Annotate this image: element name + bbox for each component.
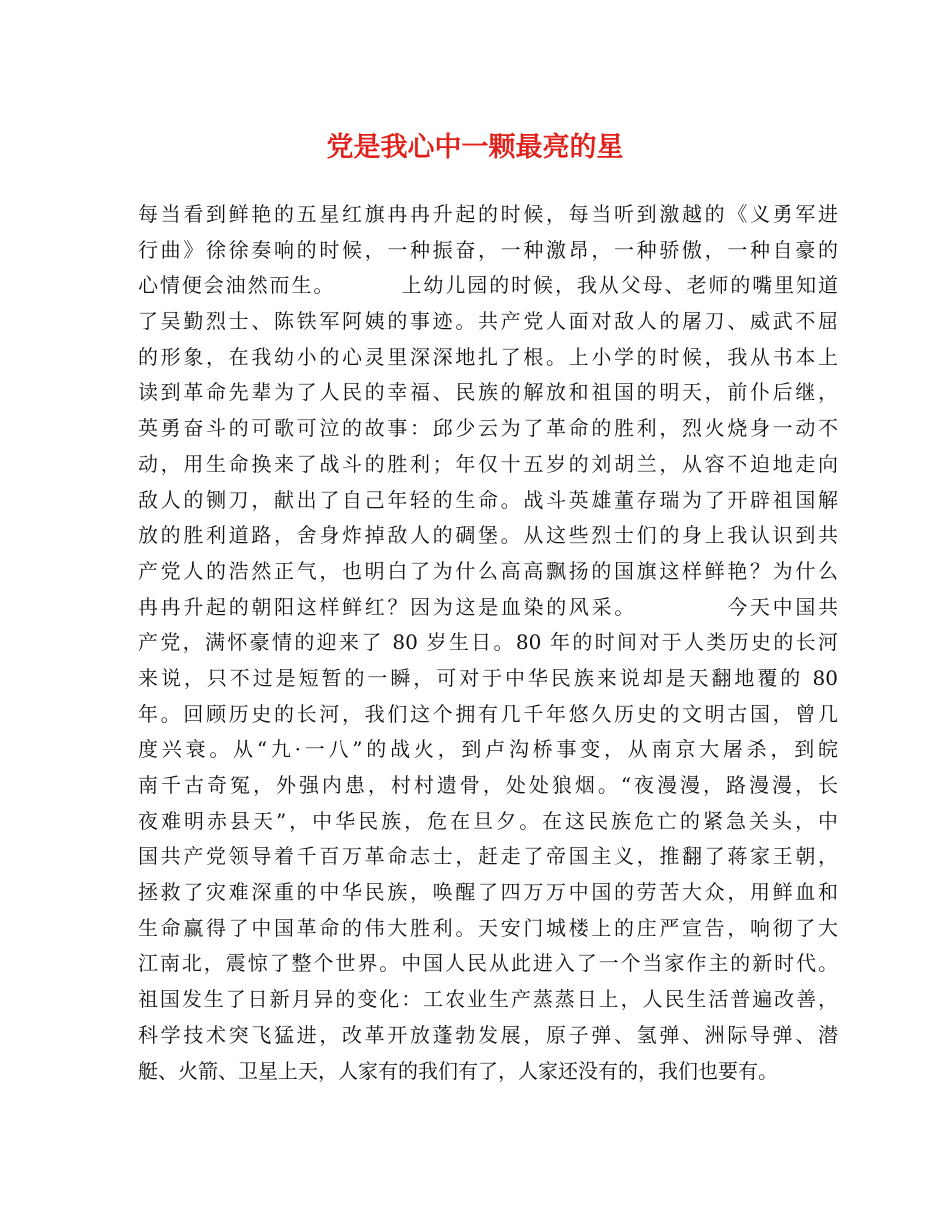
body-line: 心情便会油然而生。 上幼儿园的时候，我从父母、老师的嘴里知道 bbox=[138, 273, 838, 298]
body-line: 艇、火箭、卫星上天，人家有的我们有了，人家还没有的，我们也要有。 bbox=[138, 1058, 778, 1083]
body-line: 来说，只不过是短暂的一瞬，可对于中华民族来说却是天翻地覆的 80 bbox=[138, 665, 838, 690]
body-line: 动，用生命换来了战斗的胜利；年仅十五岁的刘胡兰，从容不迫地走向 bbox=[138, 451, 838, 476]
body-line: 年。回顾历史的长河，我们这个拥有几千年悠久历史的文明古国，曾几 bbox=[138, 701, 838, 726]
body-line: 放的胜利道路，舍身炸掉敌人的碉堡。从这些烈士们的身上我认识到共 bbox=[138, 523, 838, 548]
body-line: 冉冉升起的朝阳这样鲜红？因为这是血染的风采。 今天中国共 bbox=[138, 594, 838, 619]
document-body bbox=[138, 197, 838, 1089]
body-line: 读到革命先辈为了人民的幸福、民族的解放和祖国的明天，前仆后继， bbox=[138, 380, 838, 405]
body-line: 度兴衰。从“九·一八”的战火，到卢沟桥事变，从南京大屠杀，到皖 bbox=[138, 737, 838, 762]
body-line: 敌人的铡刀，献出了自己年轻的生命。战斗英雄董存瑞为了开辟祖国解 bbox=[138, 487, 838, 512]
body-line: 每当看到鲜艳的五星红旗冉冉升起的时候，每当听到激越的《义勇军进 bbox=[138, 202, 838, 226]
body-line: 了吴勤烈士、陈铁军阿姨的事迹。共产党人面对敌人的屠刀、威武不屈 bbox=[138, 309, 838, 334]
body-line: 生命赢得了中国革命的伟大胜利。天安门城楼上的庄严宣告，响彻了大 bbox=[138, 915, 838, 940]
body-line: 江南北，震惊了整个世界。中国人民从此进入了一个当家作主的新时代。 bbox=[138, 951, 838, 976]
body-line: 祖国发生了日新月异的变化：工农业生产蒸蒸日上，人民生活普遍改善， bbox=[138, 987, 838, 1012]
body-line: 产党，满怀豪情的迎来了 80 岁生日。80 年的时间对于人类历史的长河 bbox=[138, 630, 838, 655]
body-line: 夜难明赤县天”，中华民族，危在旦夕。在这民族危亡的紧急关头，中 bbox=[138, 808, 838, 833]
body-line: 拯救了灾难深重的中华民族，唤醒了四万万中国的劳苦大众，用鲜血和 bbox=[138, 880, 838, 905]
body-line: 南千古奇冤，外强内患，村村遗骨，处处狼烟。“夜漫漫，路漫漫，长 bbox=[138, 773, 838, 797]
body-line: 科学技术突飞猛进，改革开放蓬勃发展，原子弹、氢弹、洲际导弹、潜 bbox=[138, 1022, 838, 1047]
body-line: 的形象，在我幼小的心灵里深深地扎了根。上小学的时候，我从书本上 bbox=[138, 344, 838, 369]
body-line: 行曲》徐徐奏响的时候，一种振奋，一种激昂，一种骄傲，一种自豪的 bbox=[138, 237, 838, 262]
body-line: 英勇奋斗的可歌可泣的故事：邱少云为了革命的胜利，烈火烧身一动不 bbox=[138, 416, 838, 441]
body-line: 国共产党领导着千百万革命志士，赶走了帝国主义，推翻了蒋家王朝， bbox=[138, 844, 838, 869]
body-line: 产党人的浩然正气，也明白了为什么高高飘扬的国旗这样鲜艳？为什么 bbox=[138, 558, 838, 583]
document-title: 党是我心中一颗最亮的星 bbox=[326, 132, 624, 163]
